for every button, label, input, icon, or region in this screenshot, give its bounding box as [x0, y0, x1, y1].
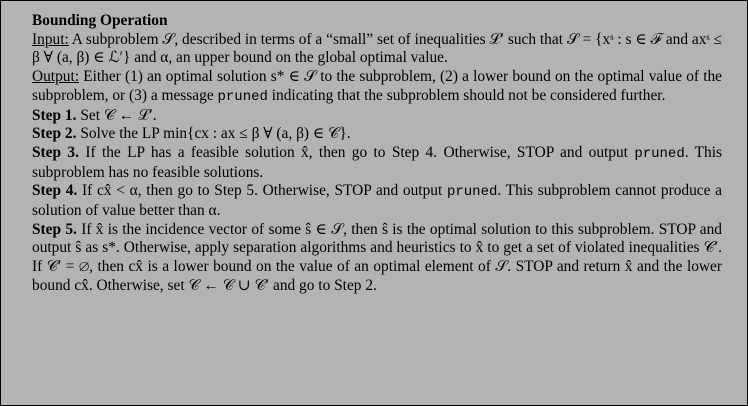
output-code: pruned	[217, 88, 268, 105]
step-5	[32, 221, 722, 296]
output-label: Output:	[32, 68, 80, 86]
step-4-code: pruned	[446, 184, 498, 201]
step-1-text: Set 𝒞 ← ℒ′.	[76, 106, 157, 124]
input-text: A subproblem 𝒮, described in terms of a “small” set of inequalities ℒ′ such that 𝒮 = {xˢ : s ∈ ℱ and axˢ ≤ β ∀ (a, β) ∈ ℒ′} and α, an upper bound on the global optimal value.	[32, 30, 722, 67]
input-label: Input:	[32, 30, 69, 48]
step-3-label: Step 3.	[32, 143, 79, 161]
algorithm-title: Bounding Operation	[32, 12, 168, 29]
algorithm-content	[32, 12, 722, 296]
output-text-1: Either (1) an optimal solution s* ∈ 𝒮 to the subproblem, (2) a lower bound on the optimal value of the subproblem, or (3) a message	[32, 68, 722, 104]
step-4-label: Step 4.	[32, 182, 78, 200]
step-3-text-2: . This subproblem has no feasible solutions.	[32, 143, 723, 181]
step-5-label: Step 5.	[32, 220, 77, 238]
step-3-text-1: If the LP has a feasible solution x̂, then go to Step 4. Otherwise, STOP and output	[78, 143, 635, 161]
step-4-text-2: . This subproblem cannot produce a solution of value better than α.	[32, 182, 723, 220]
step-5-text: If x̂ is the incidence vector of some ŝ ∈ 𝒮, then ŝ is the optimal solution to this subproblem. STOP and output ŝ as s*. Otherwise, apply separation algorithms and heuristics to x̂ to get a set of violated inequalities 𝒞′. If 𝒞′ = ∅, then cx̂ is a lower bound on the value of an optimal element of 𝒮. STOP and return x̂ and the lower bound cx̂. Otherwise, set 𝒞 ← 𝒞 ∪ 𝒞′ and go to Step 2.	[32, 220, 722, 294]
output-section	[32, 68, 722, 106]
step-4	[32, 182, 722, 220]
step-1-label: Step 1.	[32, 106, 77, 124]
step-1	[32, 107, 722, 126]
step-3-code: pruned	[634, 145, 685, 162]
step-3	[32, 144, 722, 182]
output-text-2: indicating that the subproblem should not be considered further.	[267, 86, 666, 104]
step-4-text-1: If cx̂ < α, then go to Step 5. Otherwise, STOP and output	[77, 182, 447, 200]
input-section	[32, 31, 722, 68]
step-2-label: Step 2.	[32, 125, 77, 143]
step-2-text: Solve the LP min{cx : ax ≤ β ∀ (a, β) ∈ 𝒞}.	[76, 125, 351, 143]
step-2	[32, 125, 722, 144]
